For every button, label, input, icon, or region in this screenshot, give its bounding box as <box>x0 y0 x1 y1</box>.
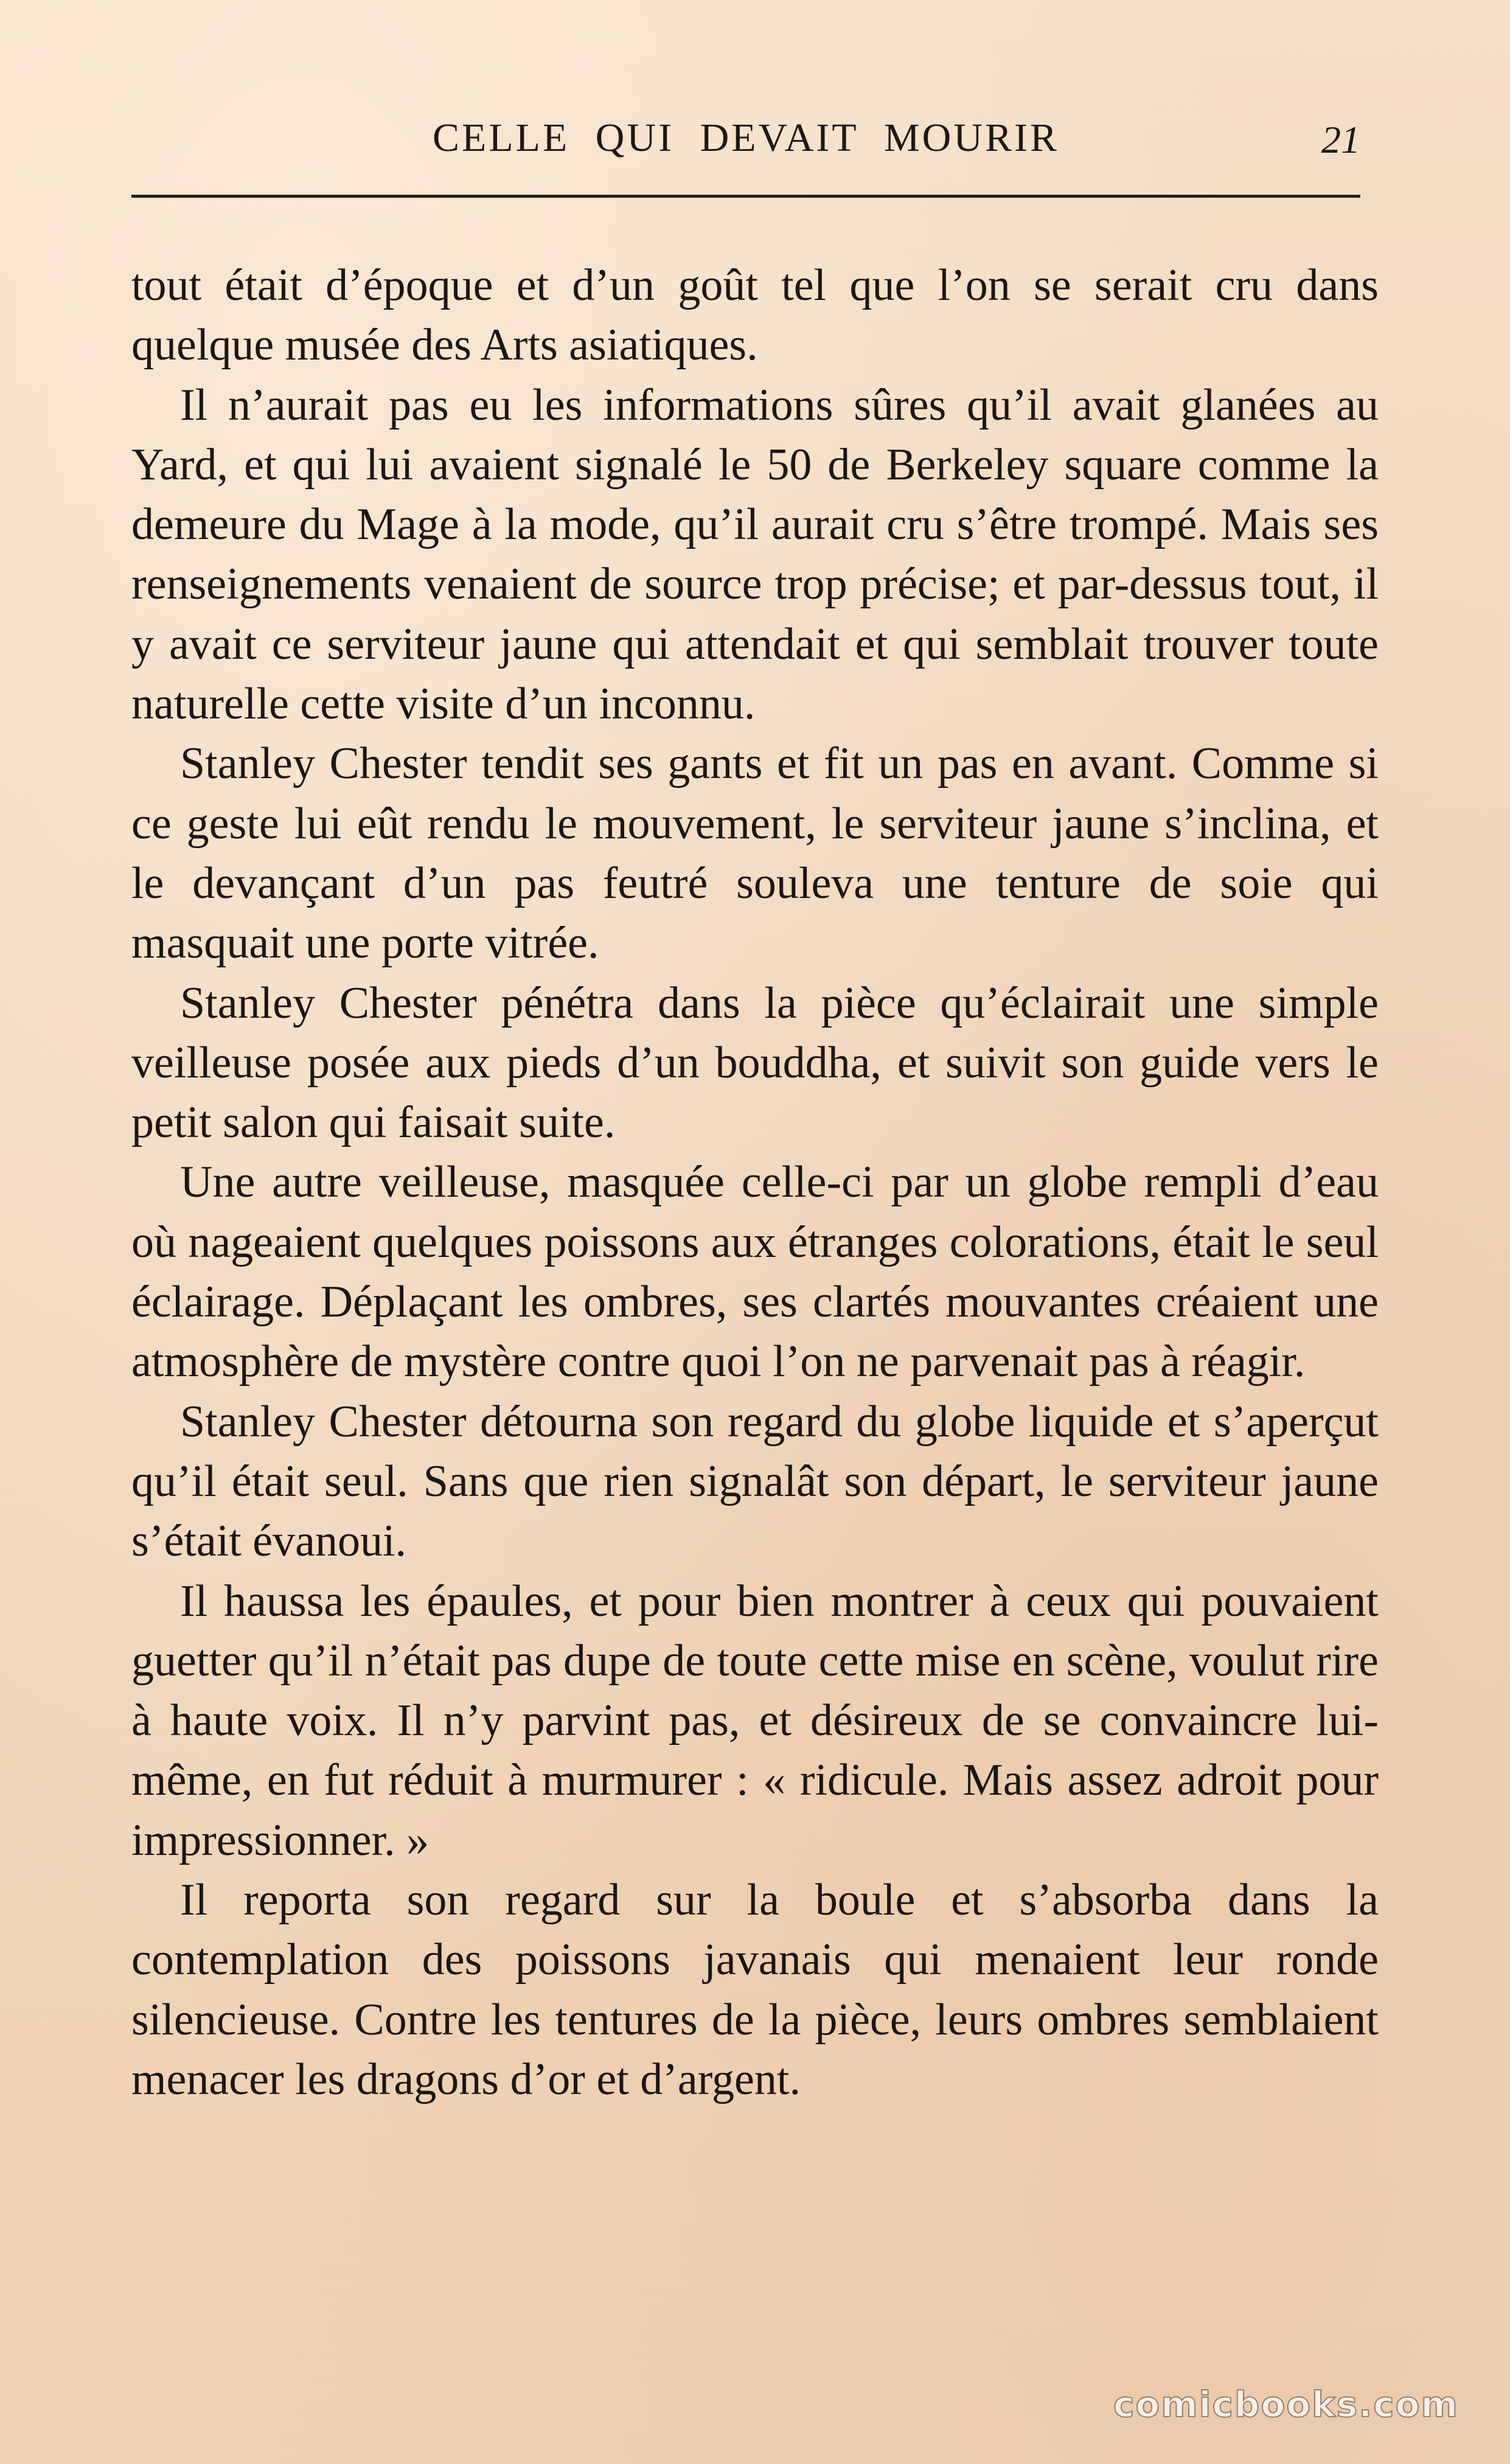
body-text <box>131 256 1379 2109</box>
paragraph-7: Il haussa les épaules, et pour bien montrer à ceux qui pouvaient guetter qu’il n’était pas dupe de toute cette mise en scène, voulut rire à haute voix. Il n’y parvint pas, et désireux de se convaincre lui-même, en fut réduit à murmurer : « ridicule. Mais assez adroit pour impressionner. » <box>131 1576 1379 1865</box>
page-header <box>131 106 1360 179</box>
paragraph-8: Il reporta son regard sur la boule et s’absorba dans la contemplation des poissons javanais qui menaient leur ronde silencieuse. Contre les tentures de la pièce, leurs ombres semblaient menacer les dragons d’or et d’argent. <box>131 1875 1379 2104</box>
paragraph-1: tout était d’époque et d’un goût tel que l’on se serait cru dans quelque musée des Arts asiatiques. <box>131 260 1379 371</box>
paragraph-3: Stanley Chester tendit ses gants et fit un pas en avant. Comme si ce geste lui eût rendu le mouvement, le serviteur jaune s’inclina, et le devançant d’un pas feutré souleva une tenture de soie qui masquait une porte vitrée. <box>131 739 1379 969</box>
header-rule <box>131 195 1360 198</box>
running-title: CELLE QUI DEVAIT MOURIR <box>432 116 1060 160</box>
paragraph-4: Stanley Chester pénétra dans la pièce qu’éclairait une simple veilleuse posée aux pieds d’un bouddha, et suivit son guide vers le petit salon qui faisait suite. <box>131 978 1379 1148</box>
paragraph-5: Une autre veilleuse, masquée celle-ci par un globe rempli d’eau où nageaient quelques poissons aux étranges colorations, était le seul éclairage. Déplaçant les ombres, ses clartés mouvantes créaient une atmosphère de mystère contre quoi l’on ne parvenait pas à réagir. <box>131 1157 1379 1387</box>
paragraph-6: Stanley Chester détourna son regard du globe liquide et s’aperçut qu’il était seul. Sans que rien signalât son départ, le serviteur jaune s’était évanoui. <box>131 1396 1379 1567</box>
page-number: 21 <box>1321 118 1360 161</box>
watermark: comicbooks.com <box>1113 2384 1459 2425</box>
paragraph-2: Il n’aurait pas eu les informations sûres qu’il avait glanées au Yard, et qui lui avaient signalé le 50 de Berkeley square comme la demeure du Mage à la mode, qu’il aurait cru s’être trompé. Mais ses renseignements venaient de source trop précise; et par-dessus tout, il y avait ce serviteur jaune qui attendait et qui semblait trouver toute naturelle cette visite d’un inconnu. <box>131 380 1379 729</box>
